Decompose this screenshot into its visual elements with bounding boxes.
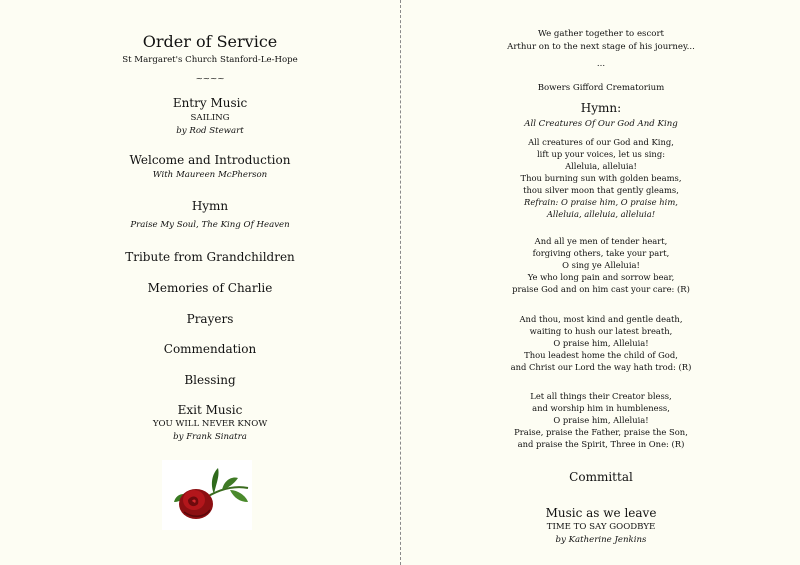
right-page (402, 0, 800, 565)
order-item: Commendation (163, 342, 257, 356)
leave-music-song: TIME TO SAY GOODBYE (546, 522, 656, 532)
verse-line: Alleluia, alleluia! (565, 161, 637, 171)
exit-music-artist: by Frank Sinatra (173, 432, 247, 442)
intro-line: Arthur on to the next stage of his journey... (507, 42, 695, 52)
order-item: Memories of Charlie (147, 281, 273, 295)
hymn-heading: Hymn (191, 199, 229, 213)
verse-line: And all ye men of tender heart, (534, 236, 668, 246)
order-item: Blessing (184, 373, 236, 387)
verse-line: forgiving others, take your part, (532, 248, 670, 258)
verse-line: and worship him in humbleness, (532, 403, 670, 413)
verse-line: praise God and on him cast your care: (R) (512, 284, 690, 294)
verse-line: waiting to hush our latest breath, (529, 326, 673, 336)
leave-music-heading: Music as we leave (545, 506, 657, 520)
entry-music-song: SAILING (190, 113, 230, 123)
verse-line: Praise, praise the Father, praise the Son, (514, 427, 688, 437)
committal-heading: Committal (569, 470, 633, 484)
welcome-heading: Welcome and Introduction (129, 153, 291, 167)
verse-line: O praise him, Alleluia! (553, 338, 649, 348)
venue: St Margaret's Church Stanford-Le-Hope (122, 55, 298, 65)
welcome-detail: With Maureen McPherson (152, 170, 268, 180)
verse-line: and praise the Spirit, Three in One: (R) (517, 439, 685, 449)
verse-line: Let all things their Creator bless, (530, 391, 672, 401)
rose-image (162, 460, 252, 530)
hymn-detail: Praise My Soul, The King Of Heaven (130, 220, 290, 230)
leave-music-artist: by Katherine Jenkins (555, 535, 647, 545)
hymn-title: All Creatures Of Our God And King (524, 119, 678, 129)
intro-line: We gather together to escort (537, 29, 665, 39)
page-title: Order of Service (142, 32, 278, 51)
fold-line (400, 0, 401, 565)
entry-music-artist: by Rod Stewart (176, 126, 244, 136)
verse-line: lift up your voices, let us sing: (536, 149, 666, 159)
verse-line: Ye who long pain and sorrow bear, (527, 272, 675, 282)
exit-music-heading: Exit Music (177, 403, 243, 417)
verse-line: O praise him, Alleluia! (553, 415, 649, 425)
refrain-line: Refrain: O praise him, O praise him, (524, 197, 678, 207)
exit-music-song: YOU WILL NEVER KNOW (152, 419, 268, 429)
verse-line: Thou leadest home the child of God, (524, 350, 678, 360)
verse-line: And thou, most kind and gentle death, (519, 314, 683, 324)
entry-music-heading: Entry Music (172, 96, 248, 110)
verse-line: Thou burning sun with golden beams, (520, 173, 682, 183)
crematorium: Bowers Gifford Crematorium (537, 83, 665, 93)
hymn-heading: Hymn: (580, 101, 622, 115)
divider: ~~~~ (195, 74, 225, 84)
order-item: Tribute from Grandchildren (125, 250, 295, 264)
refrain-line: Alleluia, alleluia, alleluia! (546, 209, 656, 219)
verse-line: and Christ our Lord the way hath trod: (R) (510, 362, 692, 372)
dots: ... (596, 59, 606, 69)
verse-line: All creatures of our God and King, (528, 137, 674, 147)
order-item: Prayers (186, 312, 234, 326)
verse-line: thou silver moon that gently gleams, (523, 185, 679, 195)
verse-line: O sing ye Alleluia! (562, 260, 640, 270)
